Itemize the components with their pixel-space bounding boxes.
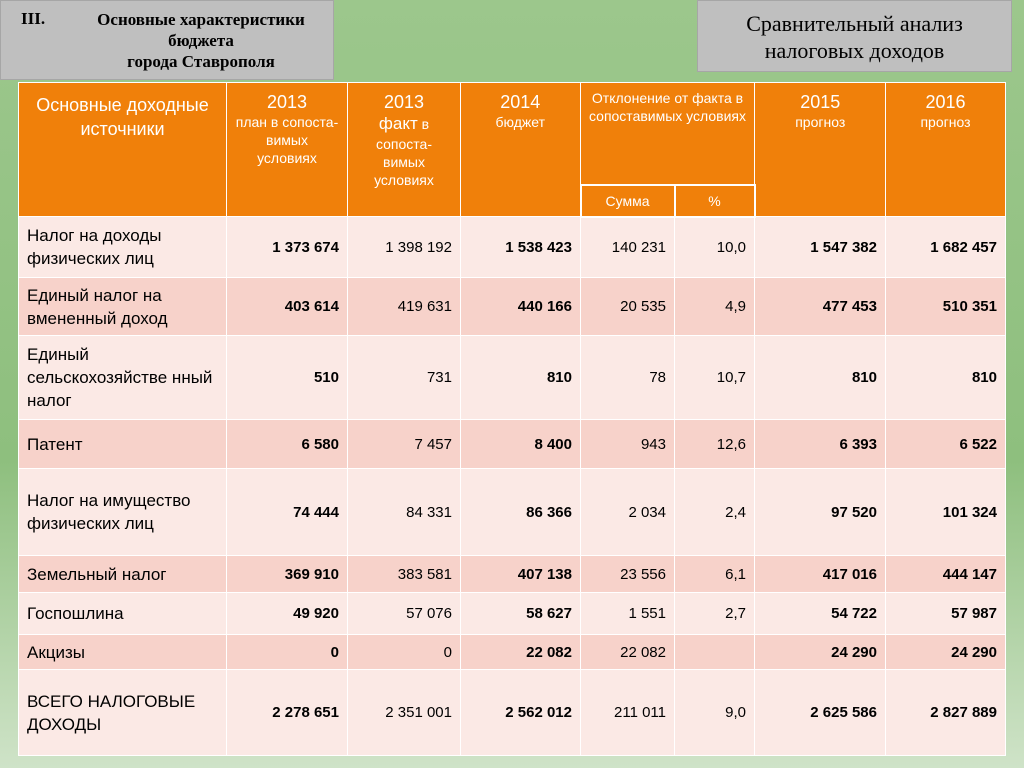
- cell-2015: 810: [755, 336, 886, 420]
- section-number: III.: [21, 9, 46, 28]
- slide-title-line2: налоговых доходов: [764, 38, 945, 63]
- cell-2015: 6 393: [755, 420, 886, 469]
- section-title-box: [0, 0, 334, 80]
- cell-2013-fact: 1 398 192: [348, 217, 461, 278]
- cell-2013-plan: 1 373 674: [227, 217, 348, 278]
- cell-2016: 810: [886, 336, 1006, 420]
- row-name: Патент: [19, 420, 227, 469]
- cell-dev-pct: 4,9: [675, 278, 755, 336]
- cell-dev-pct: 10,7: [675, 336, 755, 420]
- cell-2013-fact: 84 331: [348, 469, 461, 556]
- col-header-2015-year: 2015: [800, 92, 841, 112]
- slide-title-line1: Сравнительный анализ: [746, 11, 963, 36]
- cell-2016: 510 351: [886, 278, 1006, 336]
- cell-2014: 2 562 012: [461, 670, 581, 756]
- table-row: [19, 336, 1006, 420]
- cell-2014: 86 366: [461, 469, 581, 556]
- cell-2013-fact: 0: [348, 635, 461, 670]
- col-header-deviation-sum: Сумма: [581, 185, 675, 217]
- col-header-2016-sub: прогноз: [920, 114, 971, 130]
- col-header-source: Основные доходные источники: [19, 83, 227, 217]
- cell-2014: 1 538 423: [461, 217, 581, 278]
- col-header-2014-year: 2014: [500, 92, 541, 112]
- col-header-deviation-word: Отклонение: [591, 90, 671, 106]
- row-name: Акцизы: [19, 635, 227, 670]
- cell-2013-plan: 49 920: [227, 593, 348, 635]
- col-header-2013-fact-word: факт: [378, 114, 418, 133]
- cell-2016: 2 827 889: [886, 670, 1006, 756]
- cell-2014: 407 138: [461, 556, 581, 593]
- cell-dev-sum: 943: [581, 420, 675, 469]
- cell-2016: 1 682 457: [886, 217, 1006, 278]
- col-header-2013-fact-year: 2013: [383, 92, 425, 112]
- cell-2015: 2 625 586: [755, 670, 886, 756]
- row-name: Налог на доходы физических лиц: [19, 217, 227, 278]
- cell-2013-plan: 74 444: [227, 469, 348, 556]
- section-title: [69, 9, 333, 72]
- cell-2015: 54 722: [755, 593, 886, 635]
- col-header-2013-plan-year: 2013: [266, 92, 308, 112]
- section-title-line1: Основные характеристики: [97, 10, 305, 29]
- cell-dev-sum: 22 082: [581, 635, 675, 670]
- table-row: [19, 278, 1006, 336]
- row-name: Налог на имущество физических лиц: [19, 469, 227, 556]
- cell-2013-fact: 2 351 001: [348, 670, 461, 756]
- cell-2013-plan: 369 910: [227, 556, 348, 593]
- cell-dev-sum: 78: [581, 336, 675, 420]
- tax-revenue-table: [18, 82, 1006, 756]
- cell-dev-pct: 6,1: [675, 556, 755, 593]
- cell-2015: 1 547 382: [755, 217, 886, 278]
- row-name: Единый сельскохозяйстве нный налог: [19, 336, 227, 420]
- cell-dev-pct: 12,6: [675, 420, 755, 469]
- table-row: [19, 217, 1006, 278]
- table-row-total: [19, 670, 1006, 756]
- col-header-2013-plan-sub: план в сопоста-вимых условиях: [235, 114, 339, 166]
- cell-2013-plan: 6 580: [227, 420, 348, 469]
- row-name: ВСЕГО НАЛОГОВЫЕ ДОХОДЫ: [19, 670, 227, 756]
- cell-2013-fact: 7 457: [348, 420, 461, 469]
- cell-dev-pct: 2,4: [675, 469, 755, 556]
- cell-2016: 57 987: [886, 593, 1006, 635]
- table-row: [19, 420, 1006, 469]
- cell-dev-sum: 140 231: [581, 217, 675, 278]
- col-header-2015-sub: прогноз: [795, 114, 846, 130]
- cell-2016: 444 147: [886, 556, 1006, 593]
- cell-2014: 8 400: [461, 420, 581, 469]
- row-name: Госпошлина: [19, 593, 227, 635]
- slide-title-box: [697, 0, 1012, 72]
- cell-2015: 97 520: [755, 469, 886, 556]
- col-header-deviation-sub: от факта в сопоставимых условиях: [589, 90, 746, 124]
- row-name: Земельный налог: [19, 556, 227, 593]
- cell-2014: 440 166: [461, 278, 581, 336]
- cell-dev-sum: 23 556: [581, 556, 675, 593]
- table-row: [19, 556, 1006, 593]
- col-header-2014-sub: бюджет: [495, 114, 545, 130]
- col-header-2016-year: 2016: [925, 92, 966, 112]
- col-header-deviation-pct: %: [675, 185, 755, 217]
- section-title-line3: города Ставрополя: [127, 52, 275, 71]
- cell-2013-plan: 0: [227, 635, 348, 670]
- col-header-2013-fact: [348, 83, 461, 217]
- cell-dev-sum: 20 535: [581, 278, 675, 336]
- cell-dev-sum: 211 011: [581, 670, 675, 756]
- cell-dev-pct: 2,7: [675, 593, 755, 635]
- col-header-2015: [755, 83, 886, 217]
- cell-2013-fact: 383 581: [348, 556, 461, 593]
- cell-2013-fact: 731: [348, 336, 461, 420]
- cell-2014: 22 082: [461, 635, 581, 670]
- table-row: [19, 635, 1006, 670]
- cell-dev-pct: 9,0: [675, 670, 755, 756]
- cell-2016: 24 290: [886, 635, 1006, 670]
- col-header-2016: [886, 83, 1006, 217]
- section-title-line2: бюджета: [168, 31, 234, 50]
- col-header-2014: [461, 83, 581, 217]
- col-header-deviation: [581, 83, 755, 185]
- cell-2013-fact: 57 076: [348, 593, 461, 635]
- cell-2014: 810: [461, 336, 581, 420]
- table-row: [19, 469, 1006, 556]
- col-header-2013-fact-sub: в сопоста-вимых условиях: [374, 116, 434, 188]
- cell-2016: 6 522: [886, 420, 1006, 469]
- cell-dev-sum: 2 034: [581, 469, 675, 556]
- cell-dev-pct: 10,0: [675, 217, 755, 278]
- cell-2014: 58 627: [461, 593, 581, 635]
- cell-dev-pct: [675, 635, 755, 670]
- cell-2013-fact: 419 631: [348, 278, 461, 336]
- cell-2015: 477 453: [755, 278, 886, 336]
- cell-2015: 417 016: [755, 556, 886, 593]
- cell-2013-plan: 510: [227, 336, 348, 420]
- cell-2013-plan: 403 614: [227, 278, 348, 336]
- cell-2013-plan: 2 278 651: [227, 670, 348, 756]
- cell-dev-sum: 1 551: [581, 593, 675, 635]
- cell-2016: 101 324: [886, 469, 1006, 556]
- cell-2015: 24 290: [755, 635, 886, 670]
- row-name: Единый налог на вмененный доход: [19, 278, 227, 336]
- col-header-2013-plan: [227, 83, 348, 217]
- table-row: [19, 593, 1006, 635]
